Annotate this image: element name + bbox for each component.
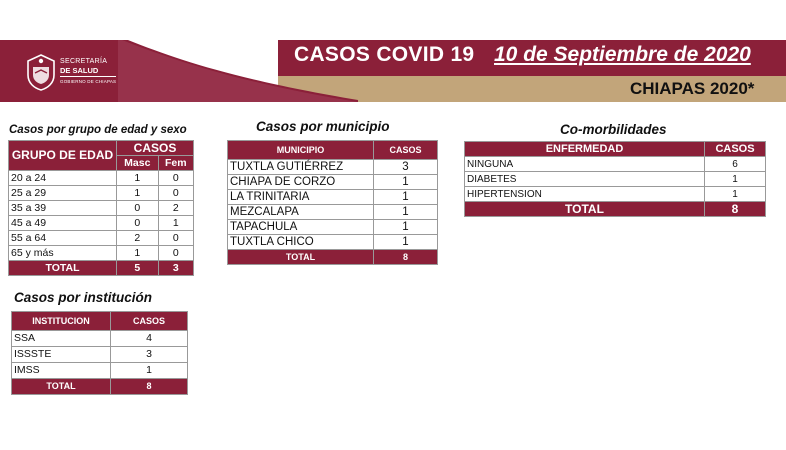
cell-enfermedad: HIPERTENSION xyxy=(465,187,705,202)
col-header-casos: CASOS xyxy=(111,312,188,331)
coat-of-arms-icon xyxy=(24,53,58,91)
col-header-institucion: INSTITUCION xyxy=(12,312,111,331)
table-row xyxy=(228,160,438,175)
cell-casos: 1 xyxy=(374,235,438,250)
cell-grupo: 25 a 29 xyxy=(9,186,117,201)
cell-fem: 0 xyxy=(158,171,193,186)
report-date: 10 de Septiembre de 2020 xyxy=(494,43,751,66)
cell-casos: 1 xyxy=(705,172,766,187)
section-title-comorbilidades: Co-morbilidades xyxy=(560,122,667,137)
col-header-fem: Fem xyxy=(158,156,193,171)
cell-casos: 3 xyxy=(111,347,188,363)
cell-casos: 1 xyxy=(374,220,438,235)
table-row xyxy=(465,187,766,202)
cell-fem: 0 xyxy=(158,231,193,246)
total-label: TOTAL xyxy=(9,261,117,276)
table-row xyxy=(12,331,188,347)
cell-masc: 0 xyxy=(117,201,159,216)
cell-masc: 2 xyxy=(117,231,159,246)
cell-institucion: ISSSTE xyxy=(12,347,111,363)
table-row xyxy=(9,246,194,261)
cell-fem: 2 xyxy=(158,201,193,216)
col-header-casos: CASOS xyxy=(117,141,194,156)
cell-casos: 1 xyxy=(111,363,188,379)
page-title: CASOS COVID 19 xyxy=(294,43,475,66)
table-row xyxy=(228,220,438,235)
cell-casos: 4 xyxy=(111,331,188,347)
cell-municipio: CHIAPA DE CORZO xyxy=(228,175,374,190)
table-row xyxy=(228,190,438,205)
total-label: TOTAL xyxy=(12,379,111,395)
cell-masc: 0 xyxy=(117,216,159,231)
section-title-municipio: Casos por municipio xyxy=(256,119,390,134)
cell-casos: 6 xyxy=(705,157,766,172)
cell-institucion: IMSS xyxy=(12,363,111,379)
cell-municipio: TAPACHULA xyxy=(228,220,374,235)
cell-grupo: 20 a 24 xyxy=(9,171,117,186)
col-header-enfermedad: ENFERMEDAD xyxy=(465,142,705,157)
total-value: 8 xyxy=(111,379,188,395)
table-row xyxy=(9,171,194,186)
cell-institucion: SSA xyxy=(12,331,111,347)
table-row xyxy=(465,157,766,172)
total-row xyxy=(465,202,766,217)
cell-grupo: 65 y más xyxy=(9,246,117,261)
logo-line-2: DE SALUD xyxy=(60,66,99,75)
total-row xyxy=(228,250,438,265)
region-subtitle: CHIAPAS 2020* xyxy=(630,79,755,98)
table-row xyxy=(12,363,188,379)
table-edad-sexo xyxy=(8,140,194,276)
cell-casos: 1 xyxy=(374,190,438,205)
section-title-edad: Casos por grupo de edad y sexo xyxy=(9,124,187,136)
total-fem: 3 xyxy=(158,261,193,276)
table-row xyxy=(9,201,194,216)
total-row xyxy=(9,261,194,276)
total-row xyxy=(12,379,188,395)
cell-enfermedad: NINGUNA xyxy=(465,157,705,172)
cell-masc: 1 xyxy=(117,246,159,261)
table-comorbilidades xyxy=(464,141,766,217)
cell-masc: 1 xyxy=(117,171,159,186)
cell-masc: 1 xyxy=(117,186,159,201)
table-row xyxy=(9,231,194,246)
cell-fem: 0 xyxy=(158,186,193,201)
section-title-institucion: Casos por institución xyxy=(14,290,153,305)
cell-grupo: 55 a 64 xyxy=(9,231,117,246)
col-header-masc: Masc xyxy=(117,156,159,171)
col-header-municipio: MUNICIPIO xyxy=(228,141,374,160)
table-row xyxy=(9,186,194,201)
cell-enfermedad: DIABETES xyxy=(465,172,705,187)
cell-casos: 3 xyxy=(374,160,438,175)
table-row xyxy=(228,175,438,190)
total-value: 8 xyxy=(705,202,766,217)
total-label: TOTAL xyxy=(228,250,374,265)
table-municipio xyxy=(227,140,438,265)
cell-municipio: TUXTLA CHICO xyxy=(228,235,374,250)
col-header-casos: CASOS xyxy=(374,141,438,160)
col-header-casos: CASOS xyxy=(705,142,766,157)
cell-grupo: 35 a 39 xyxy=(9,201,117,216)
total-value: 8 xyxy=(374,250,438,265)
col-header-grupo: GRUPO DE EDAD xyxy=(9,141,117,171)
table-row xyxy=(9,216,194,231)
cell-casos: 1 xyxy=(374,205,438,220)
table-row xyxy=(465,172,766,187)
logo-text xyxy=(60,58,116,85)
table-row xyxy=(228,235,438,250)
cell-casos: 1 xyxy=(705,187,766,202)
table-institucion xyxy=(11,311,188,395)
cell-fem: 1 xyxy=(158,216,193,231)
total-label: TOTAL xyxy=(465,202,705,217)
logo-line-1: SECRETARÍA xyxy=(60,58,108,65)
cell-municipio: TUXTLA GUTIÉRREZ xyxy=(228,160,374,175)
cell-grupo: 45 a 49 xyxy=(9,216,117,231)
table-row xyxy=(228,205,438,220)
table-row xyxy=(12,347,188,363)
logo-line-3: GOBIERNO DE CHIAPAS xyxy=(60,76,116,85)
cell-municipio: MEZCALAPA xyxy=(228,205,374,220)
cell-fem: 0 xyxy=(158,246,193,261)
total-masc: 5 xyxy=(117,261,159,276)
cell-municipio: LA TRINITARIA xyxy=(228,190,374,205)
cell-casos: 1 xyxy=(374,175,438,190)
